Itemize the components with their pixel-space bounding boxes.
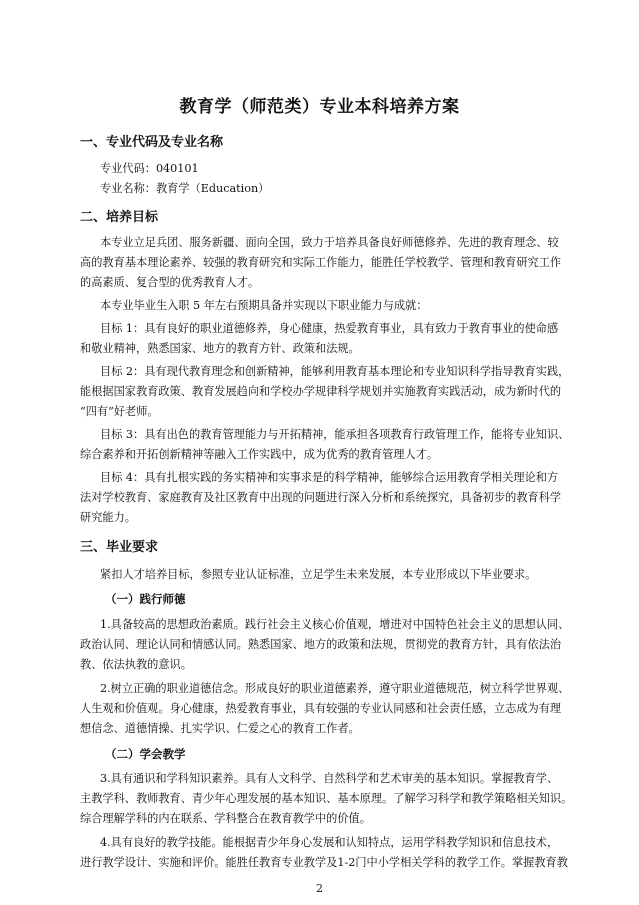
major-code: 专业代码：040101 (100, 162, 199, 175)
paragraph-line: 的高素质、复合型的优秀教育人才。 (80, 276, 260, 289)
requirement-line: 1.具备较高的思想政治素质。践行社会主义核心价值观，增进对中国特色社会主义的思想认同、 (100, 618, 570, 631)
goal-line: 目标 1：具有良好的职业道德修养，身心健康，热爱教育事业，具有致力于教育事业的使命感 (100, 322, 559, 335)
requirement-line: 2.树立正确的职业道德信念。形成良好的职业道德素养，遵守职业道德规范，树立科学世界观、 (100, 682, 570, 695)
subsection-heading-2: （二）学会教学 (105, 747, 186, 761)
requirement-line: 进行教学设计、实施和评价。能胜任教育专业教学及1-2门中小学相关学科的教学工作。掌握教育教 (80, 856, 568, 869)
page-number: 2 (316, 882, 323, 895)
section-heading-3: 三、毕业要求 (80, 540, 159, 555)
paragraph-line: 紧扣人才培养目标，参照专业认证标准，立足学生未来发展，本专业形成以下毕业要求。 (100, 568, 537, 581)
goal-line: 综合素养和开拓创新精神等融入工作实践中，成为优秀的教育管理人才。 (80, 448, 439, 461)
page-title: 教育学（师范类）专业本科培养方案 (179, 97, 460, 117)
requirement-line: 想信念、道德情操、扎实学识、仁爱之心的教育工作者。 (80, 722, 360, 735)
goal-line: 法对学校教育、家庭教育及社区教育中出现的问题进行深入分析和系统探究，具备初步的教育科学 (80, 491, 562, 504)
goal-line: 目标 2：具有现代教育理念和创新精神，能够利用教育基本理论和专业知识科学指导教育实践， (100, 365, 570, 378)
requirement-line: 3.具有通识和学科知识素养。具有人文科学、自然科学和艺术审美的基本知识。掌握教育学、 (100, 772, 559, 785)
subsection-heading-1: （一）践行师德 (105, 592, 186, 606)
requirement-line: 政治认同、理论认同和情感认同。熟悉国家、地方的政策和法规，贯彻党的教育方针，具有依法治 (80, 638, 562, 651)
major-name: 专业名称：教育学（Education） (100, 182, 270, 195)
requirement-line: 4.具有良好的教学技能。能根据青少年身心发展和认知特点，运用学科教学知识和信息技术， (100, 836, 559, 849)
goal-line: “四有”好老师。 (80, 405, 159, 418)
goal-line: 研究能力。 (80, 511, 136, 524)
goal-line: 能根据国家教育政策、教育发展趋向和学校办学规律科学规划并实施教育实践活动，成为新时代的 (80, 385, 562, 398)
goal-line: 和敬业精神，熟悉国家、地方的教育方针、政策和法规。 (80, 342, 360, 355)
paragraph-line: 高的教育基本理论素养、较强的教育研究和实际工作能力，能胜任学校教学、管理和教育研究工作 (80, 256, 562, 269)
requirement-line: 人生观和价值观。身心健康，热爱教育事业，具有较强的专业认同感和社会责任感，立志成为有理 (80, 702, 562, 715)
section-heading-1: 一、专业代码及专业名称 (80, 135, 224, 150)
requirement-line: 综合理解学科的内在联系、学科整合在教育教学中的价值。 (80, 812, 371, 825)
paragraph-line: 本专业立足兵团、服务新疆、面向全国，致力于培养具备良好师德修养、先进的教育理念、较 (100, 236, 559, 249)
requirement-line: 主教学科、教师教育、青少年心理发展的基本知识、基本原理。了解学习科学和教学策略相关知识。 (80, 792, 573, 805)
requirement-line: 教、依法执教的意识。 (80, 658, 192, 671)
goal-line: 目标 4：具有扎根实践的务实精神和实事求是的科学精神，能够综合运用教育学相关理论和方 (100, 471, 559, 484)
goal-line: 目标 3：具有出色的教育管理能力与开拓精神，能承担各项教育行政管理工作，能将专业知识、 (100, 428, 570, 441)
paragraph-line: 本专业毕业生入职 5 年左右预期具备并实现以下职业能力与成就： (100, 299, 428, 312)
section-heading-2: 二、培养目标 (80, 210, 159, 225)
